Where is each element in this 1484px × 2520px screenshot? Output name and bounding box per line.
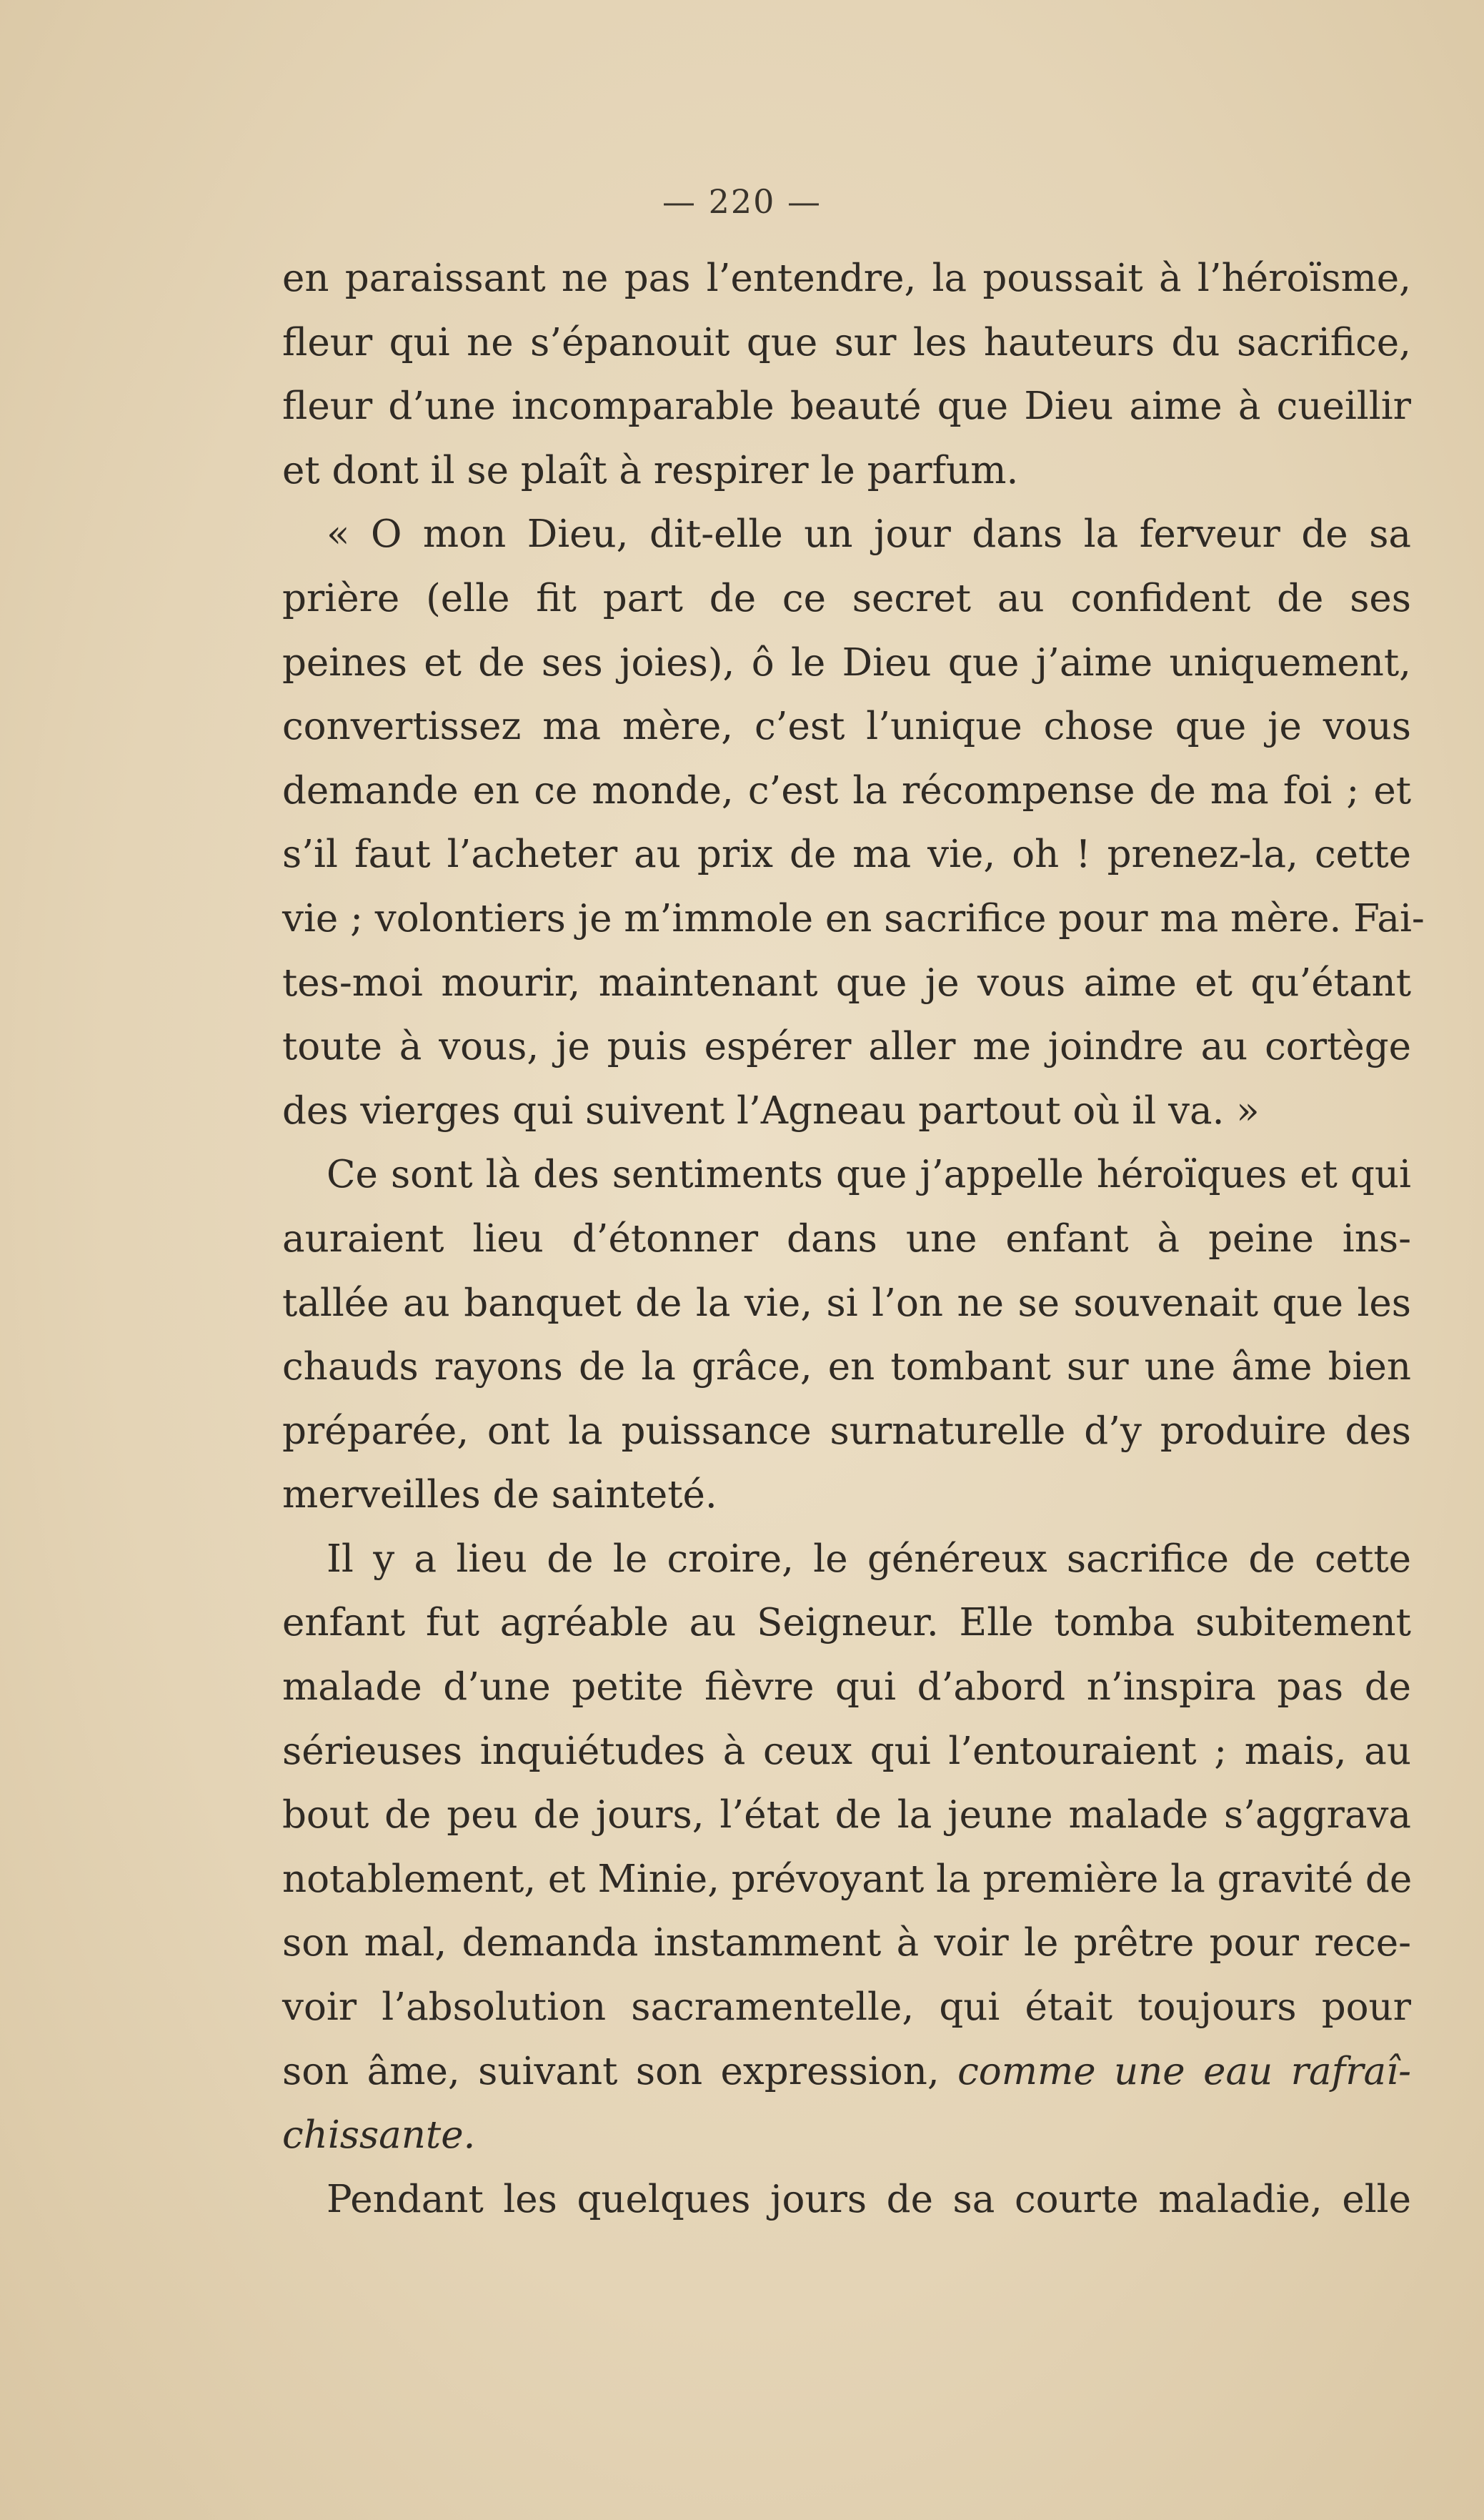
text-line: s’il faut l’acheter au prix de ma vie, oh ! prenez-la, cette [282, 833, 1411, 877]
italic-text: chissante. [282, 2113, 476, 2158]
text-line: sérieuses inquiétudes à ceux qui l’entouraient ; mais, au [282, 1729, 1411, 1773]
italic-text: comme une eau rafraî- [957, 2049, 1411, 2093]
text-line: Il y a lieu de le croire, le généreux sacrifice de cette [327, 1537, 1411, 1581]
text-line: préparée, ont la puissance surnaturelle d’y produire des [282, 1409, 1411, 1453]
text-line: notablement, et Minie, prévoyant la première la gravité de [282, 1857, 1413, 1901]
text-line: toute à vous, je puis espérer aller me joindre au cortège [282, 1025, 1411, 1069]
text-line: tes-moi mourir, maintenant que je vous aime et qu’étant [282, 961, 1411, 1005]
text-line: son mal, demanda instamment à voir le prêtre pour rece- [282, 1921, 1411, 1965]
page-number: — 220 — [662, 182, 822, 221]
text-line: auraient lieu d’étonner dans une enfant à peine ins- [282, 1216, 1411, 1261]
text-line: tallée au banquet de la vie, si l’on ne se souvenait que les [282, 1281, 1411, 1325]
text-line [282, 2040, 1411, 2104]
text-line: fleur d’une incomparable beauté que Dieu aime à cueillir [282, 385, 1411, 429]
text-line: « O mon Dieu, dit-elle un jour dans la ferveur de sa [327, 512, 1411, 557]
text-line: en paraissant ne pas l’entendre, la poussait à l’héroïsme, [282, 257, 1411, 300]
text-line: prière (elle fit part de ce secret au confident de ses [282, 576, 1411, 620]
body-text [282, 247, 1425, 2231]
text-line: voir l’absolution sacramentelle, qui était toujours pour [282, 1985, 1411, 2030]
text-line: Ce sont là des sentiments que j’appelle héroïques et qui [327, 1153, 1411, 1197]
text-line: demande en ce monde, c’est la récompense de ma foi ; et [282, 768, 1411, 813]
text-line: bout de peu de jours, l’état de la jeune malade s’aggrava [282, 1793, 1411, 1837]
text-line: vie ; volontiers je m’immole en sacrifice pour ma mère. Fai- [282, 896, 1425, 941]
text-line: convertissez ma mère, c’est l’unique chose que je vous [282, 705, 1411, 749]
text-line: des vierges qui suivent l’Agneau partout où il va. » [282, 1088, 1260, 1133]
text-line: fleur qui ne s’épanouit que sur les hauteurs du sacrifice, [282, 320, 1411, 364]
text-line: chauds rayons de la grâce, en tombant sur une âme bien [282, 1345, 1411, 1389]
text-line: et dont il se plaît à respirer le parfum. [282, 448, 1019, 492]
text-line: malade d’une petite fièvre qui d’abord n’inspira pas de [282, 1665, 1411, 1710]
text-line: Pendant les quelques jours de sa courte maladie, elle [327, 2177, 1411, 2221]
text-line: peines et de ses joies), ô le Dieu que j’aime uniquement, [282, 640, 1411, 685]
text-line: enfant fut agréable au Seigneur. Elle tomba subitement [282, 1601, 1411, 1645]
text-segment: son âme, suivant son expression, [282, 2049, 940, 2093]
text-line: merveilles de sainteté. [282, 1473, 717, 1517]
text-line [282, 2103, 1411, 2168]
